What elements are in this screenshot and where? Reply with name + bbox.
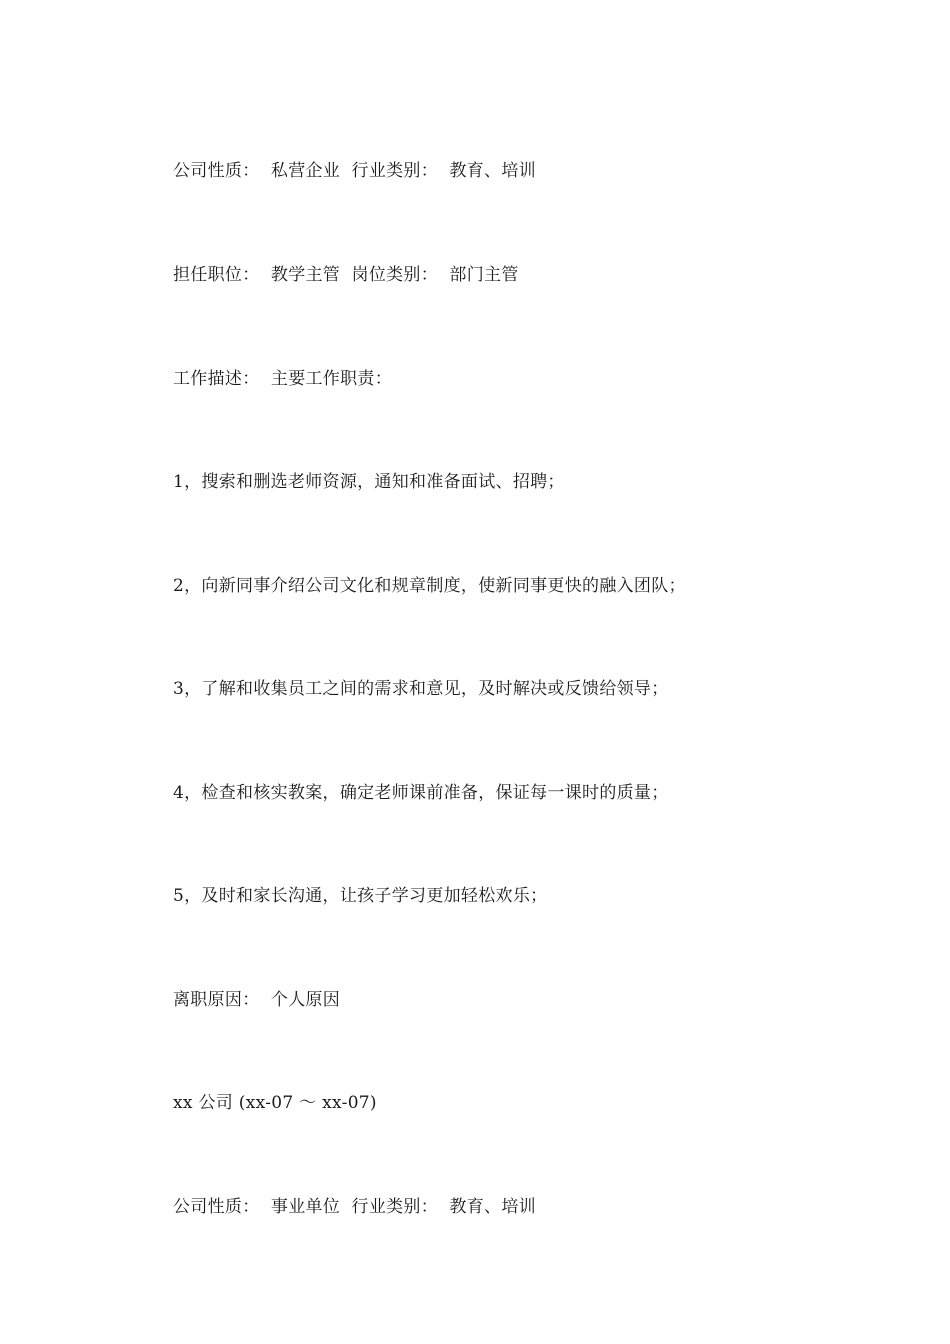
position-line: 担任职位： 教学主管 岗位类别： 部门主管 [173, 265, 519, 285]
company-nature-line: 公司性质： 私营企业 行业类别： 教育、培训 [173, 161, 536, 181]
leaving-reason-line: 离职原因： 个人原因 [173, 990, 341, 1010]
duty-item-4: 4，检查和核实教案，确定老师课前准备，保证每一课时的质量； [173, 783, 669, 803]
duty-item-2: 2，向新同事介绍公司文化和规章制度，使新同事更快的融入团队； [173, 576, 686, 596]
job-description-heading: 工作描述： 主要工作职责： [173, 369, 393, 389]
duty-item-1: 1，搜索和删选老师资源，通知和准备面试、招聘； [173, 472, 565, 492]
company-nature-line-2: 公司性质： 事业单位 行业类别： 教育、培训 [173, 1197, 536, 1217]
duty-item-5: 5，及时和家长沟通，让孩子学习更加轻松欢乐； [173, 886, 548, 906]
duty-item-3: 3，了解和收集员工之间的需求和意见，及时解决或反馈给领导； [173, 679, 669, 699]
company-period-line: xx 公司 (xx-07 ～ xx-07) [173, 1093, 377, 1113]
